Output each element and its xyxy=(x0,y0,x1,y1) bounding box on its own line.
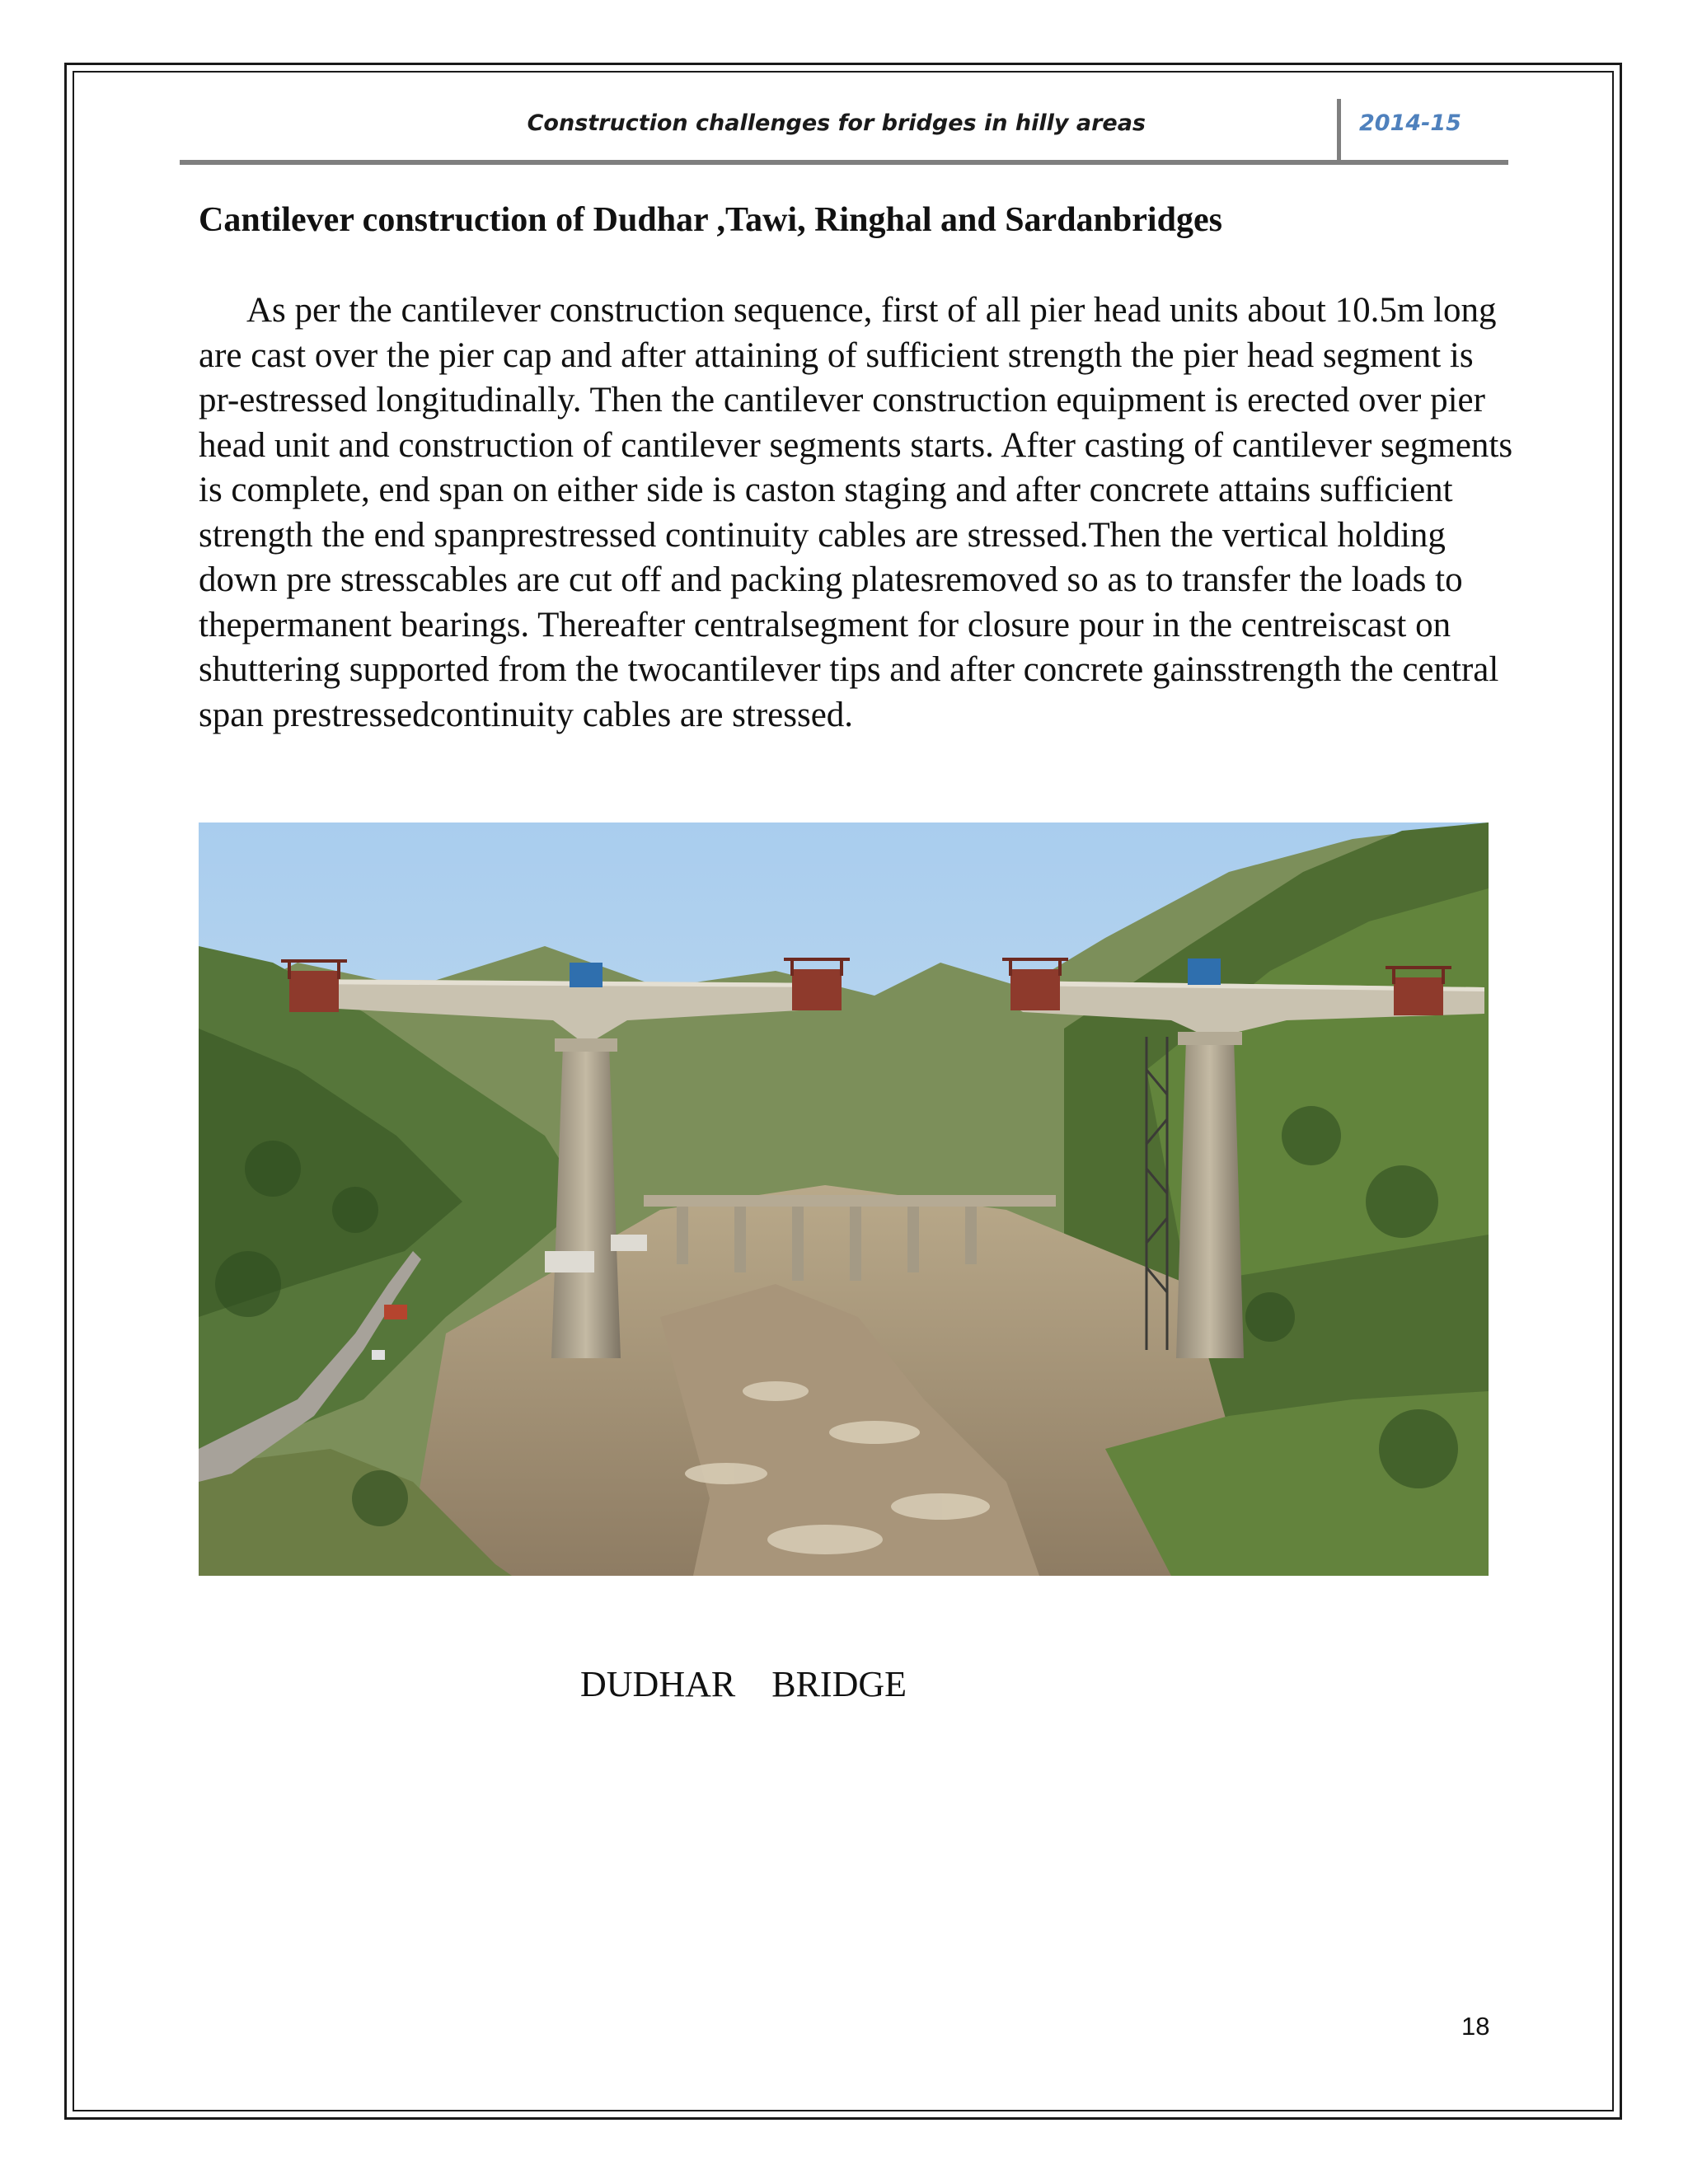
header-year: 2014-15 xyxy=(1359,110,1461,136)
section-heading: Cantilever construction of Dudhar ,Tawi, Ringhal and Sardanbridges xyxy=(199,201,1222,239)
header-title: Construction challenges for bridges in hilly areas xyxy=(527,110,1146,136)
header-separator xyxy=(1337,99,1341,160)
page-number: 18 xyxy=(1461,2012,1490,2041)
figure-caption: DUDHAR BRIDGE xyxy=(580,1664,907,1704)
body-paragraph: As per the cantilever construction sequence, first of all pier head units about 10.5m long are cast over the pier cap and after attaining of sufficient strength the pier head segment is pr-estressed longitudinally. Then the cantilever construction equipment is erected over pier head unit and construction of cantilever segments starts. After casting of cantilever segments is complete, end span on either side is caston staging and after concrete attains sufficient strength the end spanprestressed continuity cables are stressed.Then the vertical holding down pre stresscables are cut off and packing platesremoved so as to transfer the loads to thepermanent bearings. Thereafter centralsegment for closure pour in the centreiscast on shuttering supported from the twocantilever tips and after concrete gainsstrength the central span prestressedcontinuity cables are stressed. xyxy=(199,291,1513,734)
header-rule xyxy=(180,160,1508,165)
dudhar-bridge-photo xyxy=(199,823,1489,1576)
running-header xyxy=(180,99,1508,165)
